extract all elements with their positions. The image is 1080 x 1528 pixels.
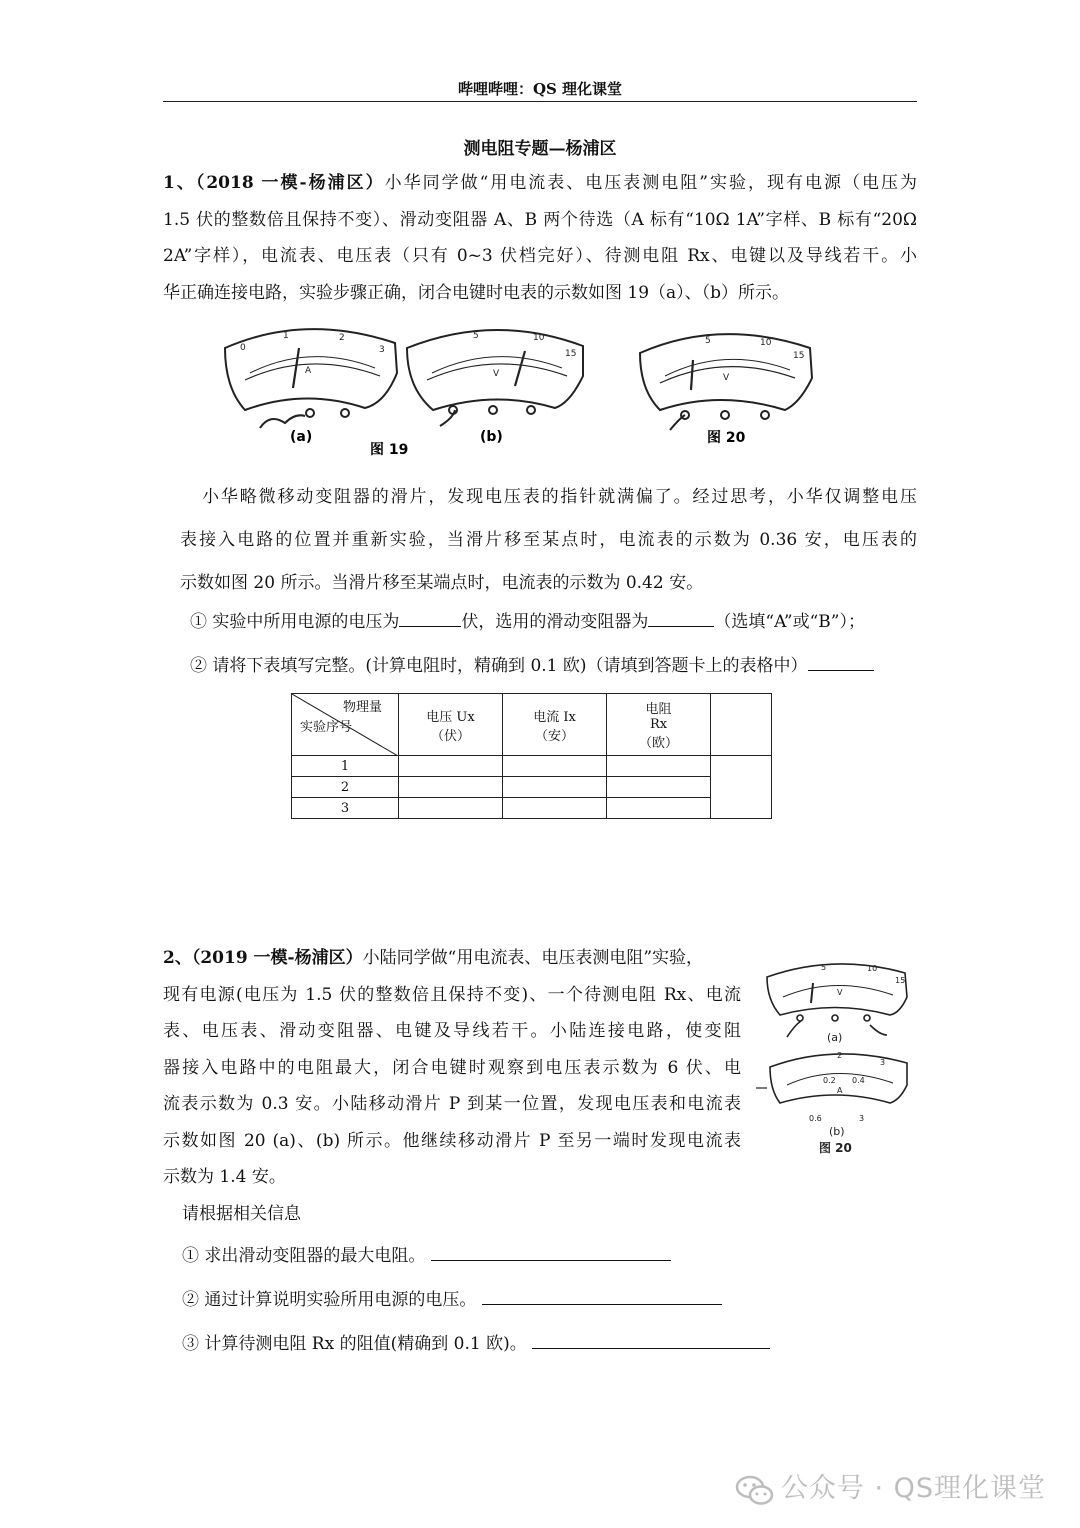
- fig19-label-a: (a): [290, 429, 313, 445]
- q2-sub-1-text: ① 求出滑动变阻器的最大电阻。: [182, 1246, 426, 1266]
- voltmeter-20-needle: [691, 360, 693, 390]
- q1-sub1-a: ① 实验中所用电源的电压为: [190, 612, 400, 632]
- q2-fig-caption: 图 20: [819, 1141, 852, 1155]
- col-resistance-symbol: Rx: [649, 717, 668, 732]
- table-corner-cell: [292, 694, 399, 756]
- header-rule: [163, 101, 917, 102]
- q1-para2: [180, 476, 917, 605]
- q1-para2-line-3: 示数如图 20 所示。当滑片移至某端点时，电流表的示数为 0.42 安。: [180, 573, 704, 593]
- watermark: [735, 1466, 1046, 1506]
- svg-text:0.6: 0.6: [809, 1114, 822, 1123]
- table-cell[interactable]: [399, 798, 503, 819]
- svg-text:10: 10: [533, 333, 545, 343]
- q2-line-4: 器接入电路中的电阻最大，闭合电键时观察到电压表示数为 6 伏、电: [163, 1057, 741, 1078]
- table-cell[interactable]: [399, 756, 503, 777]
- row-index: 2: [292, 777, 399, 798]
- q1-voltage-blank[interactable]: [399, 608, 461, 627]
- q2-fig-label-a: (a): [827, 1031, 843, 1044]
- q2-ammeter-body: [770, 1054, 907, 1103]
- svg-text:10: 10: [760, 338, 772, 348]
- q1-table-blank[interactable]: [808, 652, 874, 671]
- table-row: [292, 756, 772, 777]
- q2-sub-1: [182, 1242, 671, 1270]
- table-cell[interactable]: [607, 777, 711, 798]
- q1-line-3: 2A”字样），电流表、电压表（只有 0~3 伏档完好）、待测电阻 Rx、电键以及导线若干。小: [163, 246, 917, 266]
- svg-text:0: 0: [240, 343, 246, 353]
- svg-text:3: 3: [880, 1058, 886, 1067]
- q2-line-7: 示数为 1.4 安。: [163, 1167, 286, 1187]
- col-voltage-header: [399, 694, 503, 756]
- col-current-label: 电流 Ix: [533, 709, 576, 725]
- table-merged-cell[interactable]: [711, 756, 772, 819]
- svg-text:5: 5: [705, 336, 711, 346]
- q1-line-1: 小华同学做“用电流表、电压表测电阻”实验，现有电源（电压为: [384, 173, 917, 193]
- q2-voltmeter-needle: [811, 983, 813, 1003]
- q2-line-2: 现有电源(电压为 1.5 伏的整数倍且保持不变)、一个待测电阻 Rx、电流: [163, 984, 741, 1005]
- q2-line-5: 流表示数为 0.3 安。小陆移动滑片 P 到某一位置，发现电压表和电流表: [163, 1094, 741, 1114]
- svg-text:V: V: [493, 369, 500, 379]
- q2-sub-3-blank[interactable]: [532, 1330, 770, 1349]
- table-row: [292, 798, 772, 819]
- table-cell[interactable]: [607, 798, 711, 819]
- voltmeter-b-needle: [515, 351, 525, 386]
- figure-19-20: [215, 318, 815, 463]
- col-extra-header: [711, 694, 772, 756]
- col-current-header: [503, 694, 607, 756]
- col-resistance-header: [607, 694, 711, 756]
- col-resistance-label: 电阻: [645, 702, 672, 717]
- svg-text:1: 1: [283, 331, 289, 341]
- ammeter-a-needle: [293, 348, 299, 388]
- svg-text:0.2: 0.2: [823, 1076, 836, 1085]
- q1-sub2-text: ② 请将下表填写完整。(计算电阻时，精确到 0.1 欧)（请填到答题卡上的表格中）: [190, 656, 808, 676]
- col-voltage-unit: （伏）: [430, 728, 470, 744]
- q1-para2-line-1: 小华略微移动变阻器的滑片，发现电压表的指针就满偏了。经过思考，小华仅调整电压: [202, 487, 917, 507]
- q2-line-1: 小陆同学做“用电流表、电压表测电阻”实验，: [362, 948, 704, 968]
- col-voltage-label: 电压 Ux: [426, 709, 475, 725]
- document-title: 测电阻专题—杨浦区: [463, 139, 617, 159]
- corner-bottom: 实验序号: [300, 720, 353, 735]
- table-cell[interactable]: [503, 798, 607, 819]
- q2-sub-3-text: ③ 计算待测电阻 Rx 的阻值(精确到 0.1 欧)。: [182, 1334, 527, 1354]
- q2-sub-3: [182, 1330, 770, 1358]
- row-index: 3: [292, 798, 399, 819]
- q1-sub1: [190, 608, 865, 636]
- svg-text:10: 10: [867, 964, 878, 973]
- row-index: 1: [292, 756, 399, 777]
- q2-sub-2: [182, 1286, 722, 1314]
- svg-text:A: A: [837, 1086, 843, 1095]
- table-cell[interactable]: [503, 756, 607, 777]
- svg-text:15: 15: [895, 976, 906, 985]
- col-current-unit: （安）: [534, 728, 574, 744]
- q1-line-2: 1.5 伏的整数倍且保持不变）、滑动变阻器 A、B 两个待选（A 标有“10Ω 1A”字样、B 标有“20Ω: [163, 209, 917, 230]
- q2-sub-2-text: ② 通过计算说明实验所用电源的电压。: [182, 1290, 477, 1310]
- svg-text:15: 15: [565, 349, 577, 359]
- svg-text:5: 5: [821, 963, 827, 972]
- q2-sub-2-blank[interactable]: [482, 1286, 722, 1305]
- table-cell[interactable]: [503, 777, 607, 798]
- q2-line-6: 示数如图 20 (a)、(b) 所示。他继续移动滑片 P 至另一端时发现电流表: [163, 1130, 741, 1151]
- svg-text:2: 2: [837, 1051, 843, 1060]
- fig20-caption: 图 20: [707, 430, 746, 446]
- svg-text:V: V: [837, 988, 843, 997]
- q1-text: [163, 165, 917, 311]
- svg-text:A: A: [305, 366, 312, 376]
- svg-text:3: 3: [859, 1114, 865, 1123]
- q1-data-table: [291, 693, 772, 819]
- page-header: 哔哩哔哩：QS 理化课堂: [457, 80, 623, 98]
- q2-figure-20: [755, 955, 915, 1160]
- q1-line-4: 华正确连接电路，实验步骤正确，闭合电键时电表的示数如图 19（a）、（b）所示。: [163, 282, 790, 303]
- q1-sub2: [190, 652, 874, 680]
- q2-fig-label-b: (b): [829, 1125, 845, 1138]
- table-cell[interactable]: [607, 756, 711, 777]
- svg-text:15: 15: [793, 351, 805, 361]
- q1-sub1-b: 伏，选用的滑动变阻器为: [461, 612, 649, 632]
- fig19-caption: 图 19: [370, 442, 409, 458]
- table-row: [292, 777, 772, 798]
- svg-text:V: V: [723, 373, 730, 383]
- q1-rheostat-blank[interactable]: [648, 608, 714, 627]
- table-cell[interactable]: [399, 777, 503, 798]
- corner-top: 物理量: [342, 700, 382, 715]
- svg-text:5: 5: [473, 331, 479, 341]
- svg-text:3: 3: [379, 345, 385, 355]
- q2-line-3: 表、电压表、滑动变阻器、电键及导线若干。小陆连接电路，使变阻: [163, 1021, 741, 1041]
- fig19-label-b: (b): [480, 429, 503, 445]
- svg-text:2: 2: [339, 333, 345, 343]
- watermark-text: 公众号 · QS理化课堂: [780, 1473, 1046, 1504]
- q2-prompt: 请根据相关信息: [182, 1204, 301, 1224]
- q1-sub1-c: （选填“A”或“B”）；: [714, 612, 865, 632]
- wechat-icon: [735, 1474, 775, 1506]
- q2-text: [163, 940, 741, 1196]
- col-resistance-unit: （欧）: [638, 736, 678, 751]
- q2-sub-1-blank[interactable]: [431, 1242, 671, 1261]
- q1-para2-line-2: 表接入电路的位置并重新实验，当滑片移至某点时，电流表的示数为 0.36 安，电压表的: [180, 530, 917, 550]
- q1-number: 1、（2018 一模-杨浦区）: [163, 173, 385, 193]
- svg-text:0.4: 0.4: [852, 1076, 865, 1085]
- q2-number: 2、（2019 一模-杨浦区）: [163, 948, 363, 968]
